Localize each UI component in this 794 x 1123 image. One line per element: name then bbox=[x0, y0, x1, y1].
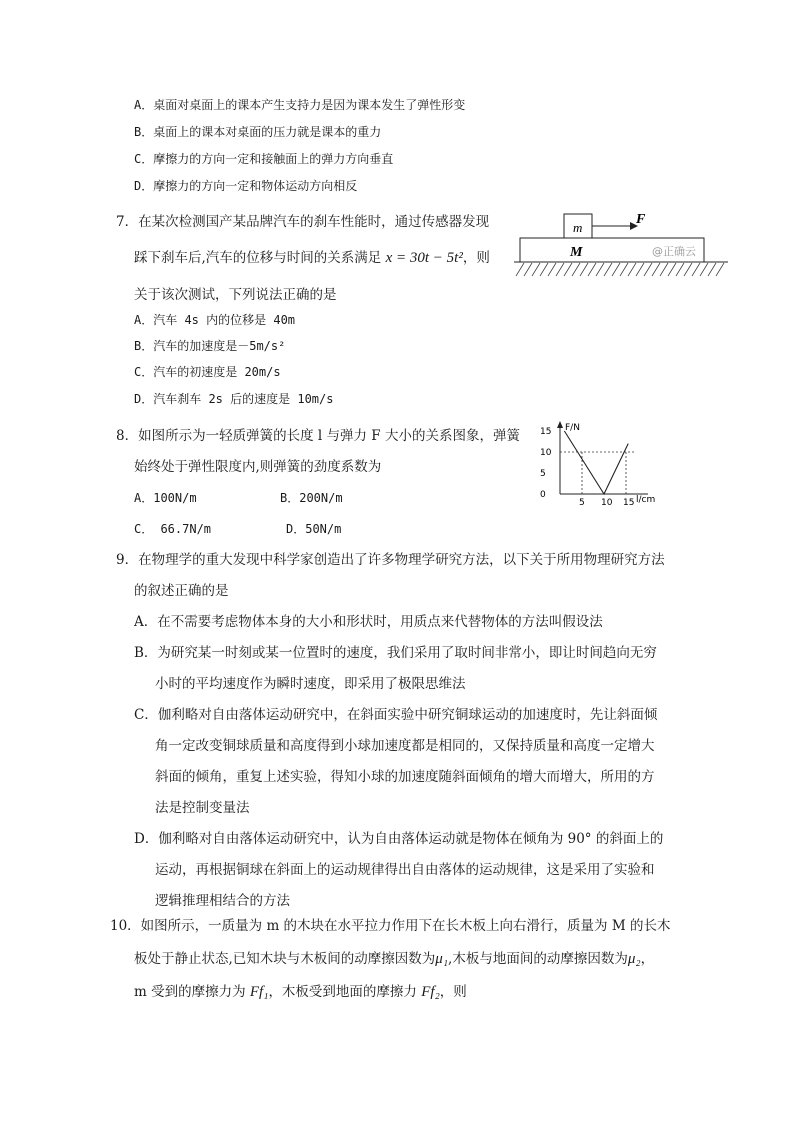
q7-stem-line3: 关于该次测试，下列说法正确的是 bbox=[134, 287, 337, 303]
q6-option-a: A．桌面对桌面上的课本产生支持力是因为课本发生了弹性形变 bbox=[134, 98, 466, 112]
q9-option-b-line2: 小时的平均速度作为瞬时速度，即采用了极限思维法 bbox=[155, 676, 466, 692]
y-tick-label: 0 bbox=[540, 490, 546, 500]
y-tick-label: 5 bbox=[540, 469, 546, 479]
q10-stem-line1: 10．如图所示，一质量为 m 的木块在水平拉力作用下在长木板上向右滑行，质量为 M 的长木 bbox=[110, 918, 671, 934]
ff2-symbol: Ff₂ bbox=[421, 984, 440, 1000]
q7-option-a: A．汽车 4s 内的位移是 40m bbox=[134, 313, 296, 327]
force-label: F bbox=[636, 212, 646, 227]
ground-hatch bbox=[516, 263, 724, 276]
q9-stem-line2: 的叙述正确的是 bbox=[134, 583, 229, 599]
q10-stem-line2: 板处于静止状态,已知木块与木板间的动摩擦因数为μ₁,木板与地面间的动摩擦因数为μ₂， bbox=[134, 951, 655, 967]
y-axis-label: F/N bbox=[565, 423, 580, 433]
q8-stem-line2: 始终处于弹性限度内,则弹簧的劲度系数为 bbox=[134, 459, 382, 475]
q8-spring-chart bbox=[536, 418, 666, 508]
q8-stem-line1: 8．如图所示为一轻质弹簧的长度 l 与弹力 F 大小的关系图象，弹簧 bbox=[116, 428, 520, 444]
q9-option-c-line2: 角一定改变铜球质量和高度得到小球加速度都是相同的，又保持质量和高度一定增大 bbox=[155, 738, 655, 754]
q9-option-a: A．在不需要考虑物体本身的大小和形状时，用质点来代替物体的方法叫假设法 bbox=[134, 614, 603, 630]
q7-formula: x = 30t − 5t² bbox=[385, 250, 463, 266]
ff1-symbol: Ff₁ bbox=[249, 984, 269, 1000]
q10-stem-line3: m 受到的摩擦力为 Ff₁，木板受到地面的摩擦力 Ff₂，则 bbox=[134, 984, 467, 1000]
q9-option-c-line1: C．伽利略对自由落体运动研究中，在斜面实验中研究铜球运动的加速度时，先让斜面倾 bbox=[134, 707, 658, 723]
q8-option-a: A．100N/m bbox=[134, 491, 197, 505]
watermark: @正确云 bbox=[652, 245, 696, 258]
q8-option-c: C． 66.7N/m bbox=[134, 522, 212, 536]
mu2-symbol: μ₂ bbox=[627, 951, 641, 967]
q6-option-c: C．摩擦力的方向一定和接触面上的弹力方向垂直 bbox=[134, 152, 394, 166]
block-M-label: M bbox=[570, 245, 583, 260]
q9-option-c-line4: 法是控制变量法 bbox=[155, 800, 250, 816]
q6-option-b: B．桌面上的课本对桌面的压力就是课本的重力 bbox=[134, 125, 382, 139]
q9-option-c-line3: 斜面的倾角，重复上述实验，得知小球的加速度随斜面倾角的增大而增大，所用的方 bbox=[155, 769, 655, 785]
q9-stem-line1: 9．在物理学的重大发现中科学家创造出了许多物理学研究方法，以下关于所用物理研究方法 bbox=[116, 552, 665, 568]
q9-option-d-line3: 逻辑推理相结合的方法 bbox=[155, 893, 290, 909]
q7-option-d: D．汽车刹车 2s 后的速度是 10m/s bbox=[134, 392, 334, 406]
q9-option-b-line1: B．为研究某一时刻或某一位置时的速度，我们采用了取时间非常小，即让时间趋向无穷 bbox=[134, 645, 657, 661]
q8-option-b: B．200N/m bbox=[280, 491, 343, 505]
q7-stem-line1: 7．在某次检测国产某品牌汽车的刹车性能时，通过传感器发现 bbox=[116, 214, 490, 230]
x-tick-label: 5 bbox=[579, 498, 585, 508]
mu1-symbol: μ₁ bbox=[435, 951, 449, 967]
q6-option-d: D．摩擦力的方向一定和物体运动方向相反 bbox=[134, 179, 358, 193]
q8-option-d: D．50N/m bbox=[286, 522, 342, 536]
q9-option-d-line2: 运动，再根据铜球在斜面上的运动规律得出自由落体的运动规律，这是采用了实验和 bbox=[155, 862, 655, 878]
q7-option-c: C．汽车的初速度是 20m/s bbox=[134, 365, 281, 379]
x-tick-label: 10 bbox=[601, 498, 613, 508]
q9-option-d-line1: D．伽利略对自由落体运动研究中，认为自由落体运动就是物体在倾角为 90° 的斜面上的 bbox=[134, 831, 664, 847]
block-m-label: m bbox=[573, 220, 583, 235]
q7-blocks-figure bbox=[512, 210, 732, 280]
q7-option-b: B．汽车的加速度是－5m/s² bbox=[134, 339, 286, 353]
y-tick-label: 10 bbox=[540, 448, 552, 458]
y-tick-label: 15 bbox=[540, 427, 552, 437]
series-line bbox=[564, 431, 628, 494]
q7-stem-line2: 踩下刹车后,汽车的位移与时间的关系满足 x = 30t − 5t²，则 bbox=[134, 250, 490, 266]
x-axis-label: l/cm bbox=[636, 495, 656, 505]
x-tick-label: 15 bbox=[623, 498, 635, 508]
